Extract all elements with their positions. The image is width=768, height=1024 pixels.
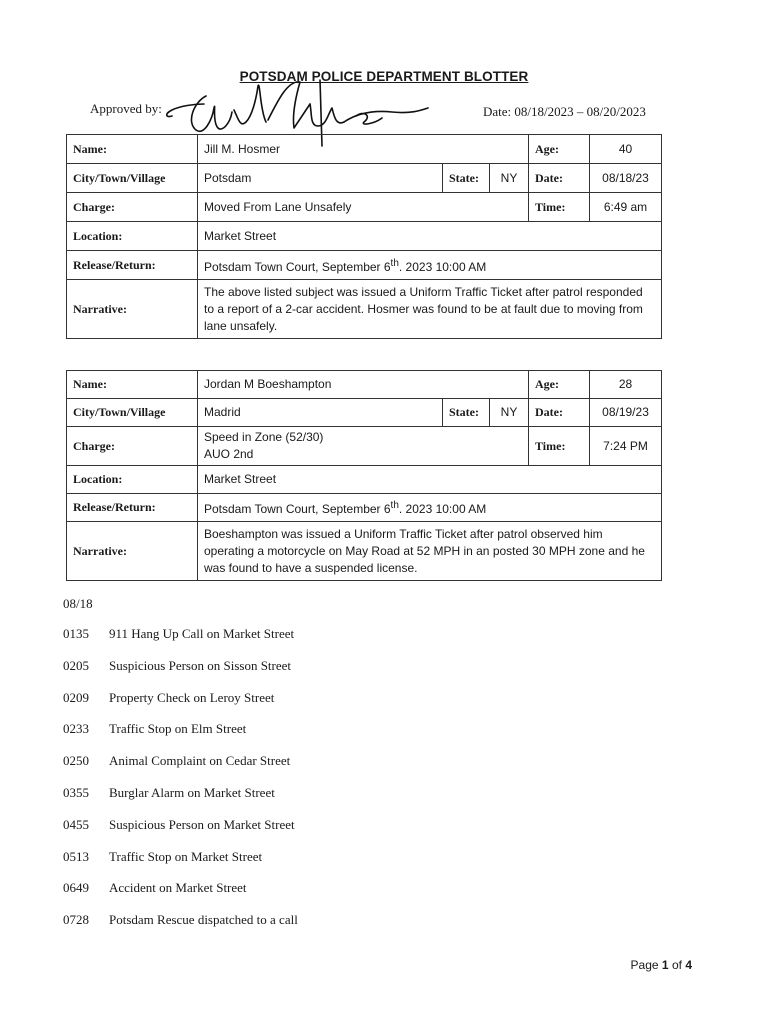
location-label: Location: [67, 466, 198, 494]
log-entry [63, 626, 563, 658]
release-text-end: . 2023 10:00 AM [398, 502, 487, 516]
state-label: State: [443, 164, 490, 193]
name-value: Jill M. Hosmer [198, 135, 529, 164]
location-value: Market Street [198, 222, 662, 251]
city-value: Potsdam [198, 164, 443, 193]
charge-label: Charge: [67, 193, 198, 222]
log-text: Potsdam Rescue dispatched to a call [109, 912, 298, 928]
name-label: Name: [67, 371, 198, 399]
log-time: 0233 [63, 721, 89, 737]
call-log-list [63, 626, 563, 944]
log-text: Suspicious Person on Sisson Street [109, 657, 292, 673]
log-time: 0250 [63, 753, 89, 769]
page-total: 4 [685, 958, 692, 972]
date-range: Date: 08/18/2023 – 08/20/2023 [483, 104, 646, 119]
log-text: Suspicious Person on Market Street [109, 816, 295, 832]
city-label: City/Town/Village [67, 164, 198, 193]
release-text: Potsdam Town Court, September 6 [204, 502, 391, 516]
release-text-end: . 2023 10:00 AM [398, 259, 487, 274]
release-text: Potsdam Town Court, September 6 [204, 259, 391, 274]
age-value: 28 [590, 371, 662, 399]
log-text: Animal Complaint on Cedar Street [109, 753, 291, 769]
log-time: 0135 [63, 626, 89, 641]
charge-label: Charge: [67, 427, 198, 466]
log-text: Accident on Market Street [109, 880, 247, 896]
city-label: City/Town/Village [67, 399, 198, 427]
log-time: 0209 [63, 689, 89, 705]
log-time: 0728 [63, 912, 89, 928]
log-text: Burglar Alarm on Market Street [109, 784, 275, 800]
log-text: 911 Hang Up Call on Market Street [109, 626, 295, 641]
narrative-label: Narrative: [67, 522, 198, 581]
log-text: Traffic Stop on Market Street [109, 848, 263, 864]
state-value: NY [490, 399, 529, 427]
log-entry [63, 849, 563, 881]
time-value: 6:49 am [590, 193, 662, 222]
charge-line: Speed in Zone (52/30) [204, 430, 324, 444]
age-label: Age: [529, 371, 590, 399]
release-label: Release/Return: [67, 494, 198, 522]
log-date: 08/18 [63, 596, 93, 611]
name-label: Name: [67, 135, 198, 164]
charge-value [198, 427, 529, 466]
page-prefix: Page [630, 958, 659, 972]
log-time: 0513 [63, 848, 89, 864]
log-time: 0355 [63, 784, 89, 800]
time-label: Time: [529, 427, 590, 466]
log-entry [63, 753, 563, 785]
log-text: Property Check on Leroy Street [109, 689, 275, 705]
log-entry [63, 785, 563, 817]
page-current: 1 [661, 958, 669, 972]
release-value [198, 251, 662, 280]
date-label: Date: [529, 399, 590, 427]
state-label: State: [443, 399, 490, 427]
page-of: of [671, 958, 682, 972]
page-number [631, 958, 692, 972]
age-label: Age: [529, 135, 590, 164]
charge-value [198, 193, 529, 222]
location-value: Market Street [198, 466, 662, 494]
log-entry [63, 817, 563, 849]
state-value: NY [490, 164, 529, 193]
name-value: Jordan M Boeshampton [198, 371, 529, 399]
log-time: 0649 [63, 880, 89, 896]
time-value: 7:24 PM [590, 427, 662, 466]
date-value: 08/19/23 [590, 399, 662, 427]
narrative-label: Narrative: [67, 280, 198, 339]
release-label: Release/Return: [67, 251, 198, 280]
release-superscript: th [390, 257, 399, 269]
log-entry [63, 658, 563, 690]
narrative-value: Boeshampton was issued a Uniform Traffic Ticket after patrol observed him operating a motorcycle on May Road at 52 MPH in an posted 30 MPH zone and he was found to have a suspended license. [198, 522, 662, 581]
log-entry [63, 690, 563, 722]
charge-line: Moved From Lane Unsafely [204, 199, 352, 214]
log-entry [63, 721, 563, 753]
log-time: 0205 [63, 657, 89, 673]
release-superscript: th [390, 500, 399, 511]
time-label: Time: [529, 193, 590, 222]
charge-line-2: AUO 2nd [204, 447, 254, 461]
blotter-record-2 [66, 370, 662, 581]
page-title: POTSDAM POLICE DEPARTMENT BLOTTER [239, 69, 529, 84]
release-value [198, 494, 662, 522]
log-text: Traffic Stop on Elm Street [109, 721, 247, 737]
log-time: 0455 [63, 816, 89, 832]
approved-by-label: Approved by: [90, 101, 162, 116]
narrative-value: The above listed subject was issued a Uniform Traffic Ticket after patrol responded to a report of a 2-car accident. Hosmer was found to be at fault due to moving from lane unsafely. [198, 280, 662, 339]
log-entry [63, 912, 563, 944]
blotter-record-1 [66, 134, 662, 339]
location-label: Location: [67, 222, 198, 251]
date-label: Date: [529, 164, 590, 193]
city-value: Madrid [198, 399, 443, 427]
log-entry [63, 880, 563, 912]
date-value: 08/18/23 [590, 164, 662, 193]
age-value: 40 [590, 135, 662, 164]
